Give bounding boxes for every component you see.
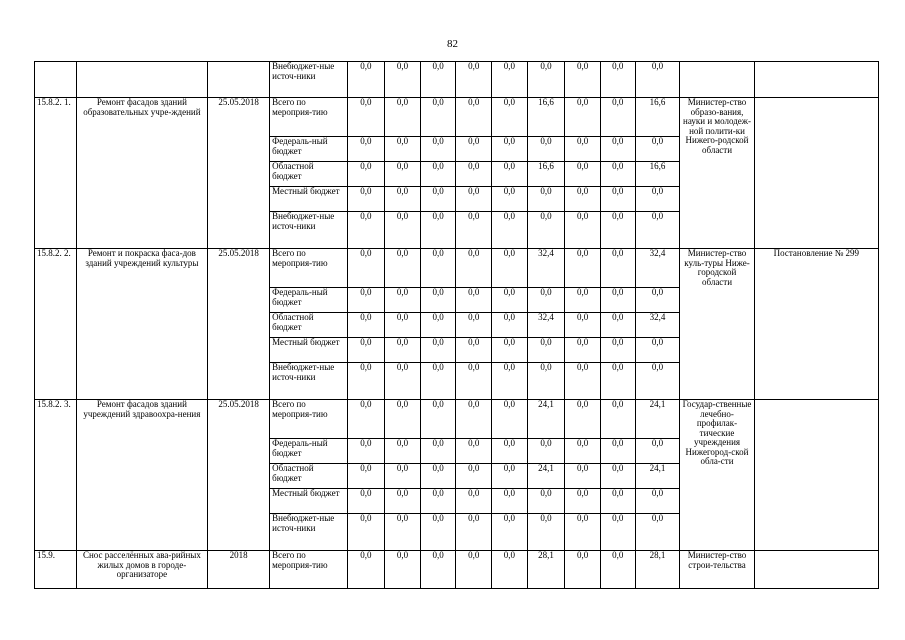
funding-source: Федераль-ный бюджет [270, 137, 347, 162]
amount-cell: 0,0 [456, 249, 492, 288]
amount-cell: 0,0 [420, 187, 456, 212]
amount-cell: 0,0 [420, 313, 456, 338]
amount-cell: 0,0 [347, 137, 385, 162]
amount-cell: 0,0 [492, 187, 528, 212]
funding-source: Областной бюджет [270, 162, 347, 187]
item-date [208, 62, 270, 98]
amount-cell: 0,0 [492, 313, 528, 338]
amount-cell: 0,0 [385, 363, 421, 400]
amount-cell: 0,0 [385, 551, 421, 589]
funding-source: Местный бюджет [270, 489, 347, 514]
amount-cell: 16,6 [527, 162, 565, 187]
amount-cell: 0,0 [600, 137, 635, 162]
amount-cell: 0,0 [635, 187, 680, 212]
amount-cell: 0,0 [565, 187, 601, 212]
amount-cell: 0,0 [456, 313, 492, 338]
amount-cell: 0,0 [347, 439, 385, 464]
item-name: Снос расселённых ава-рийных жилых домов в городе-организаторе [76, 551, 207, 589]
amount-cell: 0,0 [347, 98, 385, 137]
amount-cell: 24,1 [635, 400, 680, 439]
amount-cell: 0,0 [527, 489, 565, 514]
item-date: 25.05.2018 [208, 249, 270, 400]
amount-cell: 0,0 [456, 400, 492, 439]
amount-cell: 0,0 [565, 514, 601, 551]
amount-cell: 0,0 [456, 439, 492, 464]
funding-source: Внебюджет-ные источ-ники [270, 514, 347, 551]
amount-cell: 0,0 [492, 464, 528, 489]
amount-cell: 0,0 [347, 338, 385, 363]
amount-cell: 0,0 [420, 439, 456, 464]
amount-cell: 0,0 [347, 464, 385, 489]
amount-cell: 0,0 [347, 400, 385, 439]
amount-cell: 0,0 [527, 187, 565, 212]
amount-cell: 0,0 [385, 514, 421, 551]
funding-source: Всего по мероприя-тию [270, 551, 347, 589]
page-number: 82 [447, 38, 458, 50]
amount-cell: 0,0 [420, 62, 456, 98]
amount-cell: 16,6 [635, 98, 680, 137]
amount-cell: 0,0 [420, 249, 456, 288]
amount-cell: 32,4 [635, 249, 680, 288]
table-row [35, 62, 879, 98]
basis-document [754, 400, 878, 551]
item-name: Ремонт фасадов зданий образовательных учре-ждений [76, 98, 207, 249]
amount-cell: 0,0 [565, 212, 601, 249]
item-date: 25.05.2018 [208, 400, 270, 551]
amount-cell: 0,0 [456, 551, 492, 589]
amount-cell: 0,0 [420, 363, 456, 400]
amount-cell: 0,0 [527, 338, 565, 363]
amount-cell: 0,0 [385, 313, 421, 338]
amount-cell: 24,1 [635, 464, 680, 489]
amount-cell: 0,0 [347, 363, 385, 400]
amount-cell: 0,0 [420, 338, 456, 363]
amount-cell: 0,0 [492, 514, 528, 551]
amount-cell: 0,0 [565, 464, 601, 489]
table-row [35, 551, 879, 589]
amount-cell: 28,1 [635, 551, 680, 589]
amount-cell: 0,0 [347, 288, 385, 313]
amount-cell: 0,0 [565, 439, 601, 464]
amount-cell: 0,0 [347, 313, 385, 338]
amount-cell: 0,0 [600, 439, 635, 464]
amount-cell: 0,0 [385, 439, 421, 464]
amount-cell: 0,0 [492, 363, 528, 400]
amount-cell: 0,0 [600, 338, 635, 363]
amount-cell: 0,0 [385, 187, 421, 212]
basis-document [754, 62, 878, 98]
basis-document [754, 551, 878, 589]
amount-cell: 0,0 [600, 98, 635, 137]
item-number: 15.8.2. 2. [35, 249, 77, 400]
amount-cell: 0,0 [600, 363, 635, 400]
amount-cell: 0,0 [456, 514, 492, 551]
responsible-executor: Министер-ство образо-вания, науки и молодеж-ной полити-ки Нижего-родской области [680, 98, 754, 249]
table-row [35, 98, 879, 137]
amount-cell: 0,0 [347, 551, 385, 589]
amount-cell: 0,0 [565, 62, 601, 98]
amount-cell: 0,0 [527, 288, 565, 313]
amount-cell: 0,0 [420, 551, 456, 589]
funding-source: Внебюджет-ные источ-ники [270, 62, 347, 98]
amount-cell: 0,0 [492, 212, 528, 249]
funding-source: Местный бюджет [270, 338, 347, 363]
amount-cell: 0,0 [527, 514, 565, 551]
amount-cell: 0,0 [527, 439, 565, 464]
amount-cell: 0,0 [565, 162, 601, 187]
amount-cell: 0,0 [456, 187, 492, 212]
amount-cell: 0,0 [492, 338, 528, 363]
amount-cell: 0,0 [600, 313, 635, 338]
amount-cell: 0,0 [600, 551, 635, 589]
amount-cell: 0,0 [492, 551, 528, 589]
amount-cell: 0,0 [600, 489, 635, 514]
item-number: 15.8.2. 3. [35, 400, 77, 551]
item-name: Ремонт фасадов зданий учреждений здравоохра-нения [76, 400, 207, 551]
amount-cell: 0,0 [635, 137, 680, 162]
amount-cell: 0,0 [420, 212, 456, 249]
amount-cell: 0,0 [565, 551, 601, 589]
amount-cell: 0,0 [635, 363, 680, 400]
table-row [35, 249, 879, 288]
basis-document [754, 98, 878, 249]
amount-cell: 0,0 [565, 98, 601, 137]
table-row [35, 400, 879, 439]
amount-cell: 0,0 [527, 363, 565, 400]
amount-cell: 0,0 [385, 162, 421, 187]
amount-cell: 0,0 [420, 98, 456, 137]
amount-cell: 0,0 [565, 489, 601, 514]
amount-cell: 0,0 [600, 514, 635, 551]
amount-cell: 28,1 [527, 551, 565, 589]
amount-cell: 0,0 [456, 338, 492, 363]
item-number [35, 62, 77, 98]
amount-cell: 0,0 [456, 212, 492, 249]
amount-cell: 0,0 [420, 288, 456, 313]
item-date: 2018 [208, 551, 270, 589]
amount-cell: 0,0 [492, 62, 528, 98]
amount-cell: 0,0 [527, 212, 565, 249]
amount-cell: 0,0 [600, 464, 635, 489]
funding-source: Областной бюджет [270, 313, 347, 338]
amount-cell: 0,0 [635, 338, 680, 363]
amount-cell: 0,0 [492, 288, 528, 313]
amount-cell: 0,0 [565, 400, 601, 439]
amount-cell: 0,0 [385, 98, 421, 137]
amount-cell: 0,0 [492, 162, 528, 187]
amount-cell: 0,0 [456, 62, 492, 98]
amount-cell: 0,0 [565, 338, 601, 363]
amount-cell: 0,0 [385, 400, 421, 439]
amount-cell: 0,0 [456, 162, 492, 187]
amount-cell: 0,0 [600, 162, 635, 187]
amount-cell: 0,0 [565, 288, 601, 313]
basis-document: Постановление № 299 [754, 249, 878, 400]
amount-cell: 0,0 [600, 187, 635, 212]
amount-cell: 16,6 [635, 162, 680, 187]
amount-cell: 0,0 [492, 400, 528, 439]
amount-cell: 0,0 [385, 137, 421, 162]
item-date: 25.05.2018 [208, 98, 270, 249]
amount-cell: 0,0 [600, 400, 635, 439]
amount-cell: 0,0 [385, 249, 421, 288]
funding-source: Внебюджет-ные источ-ники [270, 212, 347, 249]
funding-source: Федераль-ный бюджет [270, 288, 347, 313]
item-number: 15.8.2. 1. [35, 98, 77, 249]
responsible-executor: Министер-ство строи-тельства [680, 551, 754, 589]
amount-cell: 24,1 [527, 400, 565, 439]
funding-source: Всего по мероприя-тию [270, 400, 347, 439]
amount-cell: 0,0 [527, 137, 565, 162]
amount-cell: 0,0 [385, 288, 421, 313]
amount-cell: 0,0 [492, 489, 528, 514]
amount-cell: 0,0 [492, 98, 528, 137]
amount-cell: 0,0 [492, 439, 528, 464]
amount-cell: 0,0 [635, 514, 680, 551]
amount-cell: 32,4 [527, 313, 565, 338]
amount-cell: 0,0 [347, 249, 385, 288]
amount-cell: 0,0 [635, 62, 680, 98]
amount-cell: 0,0 [600, 249, 635, 288]
amount-cell: 0,0 [420, 400, 456, 439]
funding-source: Внебюджет-ные источ-ники [270, 363, 347, 400]
amount-cell: 0,0 [565, 363, 601, 400]
amount-cell: 0,0 [347, 212, 385, 249]
responsible-executor [680, 62, 754, 98]
item-name [76, 62, 207, 98]
item-name: Ремонт и покраска фаса-дов зданий учреждений культуры [76, 249, 207, 400]
amount-cell: 0,0 [456, 288, 492, 313]
amount-cell: 0,0 [456, 98, 492, 137]
amount-cell: 0,0 [420, 489, 456, 514]
amount-cell: 0,0 [456, 464, 492, 489]
funding-source: Местный бюджет [270, 187, 347, 212]
amount-cell: 0,0 [565, 249, 601, 288]
amount-cell: 0,0 [600, 212, 635, 249]
amount-cell: 0,0 [635, 212, 680, 249]
amount-cell: 32,4 [527, 249, 565, 288]
amount-cell: 0,0 [347, 62, 385, 98]
funding-source: Всего по мероприя-тию [270, 98, 347, 137]
amount-cell: 0,0 [492, 137, 528, 162]
funding-source: Всего по мероприя-тию [270, 249, 347, 288]
amount-cell: 0,0 [420, 162, 456, 187]
amount-cell: 0,0 [385, 62, 421, 98]
amount-cell: 0,0 [385, 212, 421, 249]
amount-cell: 0,0 [347, 514, 385, 551]
amount-cell: 0,0 [635, 489, 680, 514]
responsible-executor: Государ-ственные лечебно-профилак-тические учреждения Нижегород-ской обла-сти [680, 400, 754, 551]
budget-table [34, 61, 879, 589]
amount-cell: 0,0 [565, 137, 601, 162]
amount-cell: 0,0 [600, 62, 635, 98]
amount-cell: 32,4 [635, 313, 680, 338]
amount-cell: 0,0 [527, 62, 565, 98]
amount-cell: 0,0 [420, 464, 456, 489]
amount-cell: 0,0 [385, 464, 421, 489]
amount-cell: 0,0 [420, 137, 456, 162]
amount-cell: 0,0 [492, 249, 528, 288]
amount-cell: 0,0 [635, 288, 680, 313]
funding-source: Областной бюджет [270, 464, 347, 489]
amount-cell: 16,6 [527, 98, 565, 137]
amount-cell: 0,0 [420, 514, 456, 551]
amount-cell: 0,0 [385, 338, 421, 363]
amount-cell: 0,0 [600, 288, 635, 313]
amount-cell: 0,0 [347, 187, 385, 212]
amount-cell: 0,0 [347, 489, 385, 514]
amount-cell: 0,0 [347, 162, 385, 187]
amount-cell: 0,0 [456, 489, 492, 514]
item-number: 15.9. [35, 551, 77, 589]
amount-cell: 24,1 [527, 464, 565, 489]
responsible-executor: Министер-ство куль-туры Ниже-городской области [680, 249, 754, 400]
amount-cell: 0,0 [385, 489, 421, 514]
amount-cell: 0,0 [456, 363, 492, 400]
funding-source: Федераль-ный бюджет [270, 439, 347, 464]
amount-cell: 0,0 [565, 313, 601, 338]
amount-cell: 0,0 [456, 137, 492, 162]
amount-cell: 0,0 [635, 439, 680, 464]
